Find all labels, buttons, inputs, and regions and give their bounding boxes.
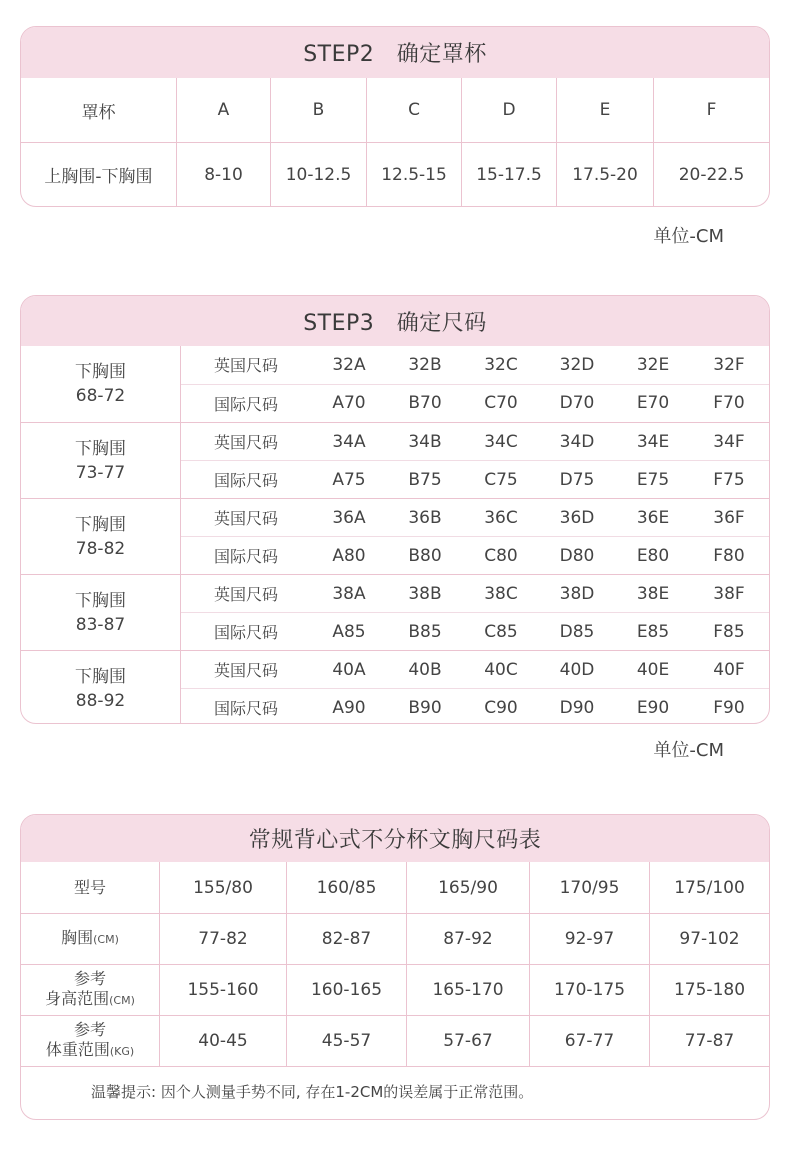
vest-value-cell: 82-87	[286, 914, 406, 964]
vest-value-cell: 175/100	[649, 862, 769, 913]
cup-value-cell: 上胸围-下胸围	[44, 167, 153, 187]
size-value: A75	[332, 469, 366, 490]
underbust-range: 73-77	[75, 462, 126, 483]
size-value: 38B	[408, 583, 442, 604]
size-value: 32C	[484, 354, 518, 375]
vest-size-table	[21, 862, 769, 1066]
uk-size-row	[181, 423, 769, 460]
uk-size-row	[181, 651, 769, 688]
size-system-label: 英国尺码	[213, 585, 278, 604]
cup-header-cell: A	[176, 78, 270, 142]
vest-size-title: 常规背心式不分杯文胸尺码表	[21, 815, 769, 862]
size-value: 40C	[484, 659, 518, 680]
band-group	[21, 498, 769, 574]
underbust-title: 下胸围	[75, 514, 126, 535]
size-value: 36A	[332, 507, 366, 528]
size-value: 34E	[636, 431, 670, 452]
cup-header-cell: F	[653, 78, 769, 142]
cup-value-cell: 8-10	[176, 143, 270, 206]
underbust-title: 下胸围	[75, 590, 126, 611]
size-value: A80	[332, 545, 366, 566]
uk-size-row	[181, 499, 769, 536]
size-value: D80	[559, 545, 595, 566]
cup-size-card	[20, 26, 770, 207]
band-size-title: STEP3 确定尺码	[21, 296, 769, 346]
cup-header-cell: D	[461, 78, 556, 142]
cup-header-row	[21, 78, 769, 142]
size-value: 38E	[636, 583, 670, 604]
vest-label-prefix: 参考	[73, 969, 106, 988]
size-value: 36D	[559, 507, 595, 528]
size-value: D75	[559, 469, 595, 490]
underbust-range: 68-72	[75, 386, 126, 406]
cup-header-cell: 罩杯	[81, 102, 116, 123]
vest-value-cell: 97-102	[649, 914, 769, 964]
underbust-label	[21, 575, 181, 650]
vest-value-cell: 175-180	[649, 965, 769, 1015]
vest-label-text: 型号	[73, 877, 106, 897]
size-value: 34C	[484, 431, 518, 452]
size-value: 40B	[408, 659, 442, 680]
size-value: 36C	[484, 507, 518, 528]
size-value: E80	[636, 545, 670, 566]
size-value: 32B	[408, 354, 442, 375]
intl-size-row	[181, 384, 769, 423]
size-value: C80	[484, 545, 518, 566]
band-size-table	[21, 346, 769, 724]
vest-row	[21, 1015, 769, 1066]
size-value: 36B	[408, 507, 442, 528]
size-value: A85	[332, 621, 366, 642]
vest-row-label	[21, 862, 159, 913]
cup-value-cell: 15-17.5	[461, 143, 556, 206]
size-value: D85	[559, 621, 595, 642]
underbust-range: 83-87	[75, 614, 126, 635]
vest-row	[21, 862, 769, 913]
underbust-label	[21, 499, 181, 574]
unit-label: 单位-CM	[653, 740, 724, 761]
size-system-label: 英国尺码	[213, 356, 278, 376]
size-value: 40D	[559, 659, 595, 680]
unit-label: 单位-CM	[653, 226, 724, 247]
size-value: B75	[408, 469, 442, 490]
size-value: 40F	[713, 659, 745, 680]
vest-value-cell: 170-175	[529, 965, 649, 1015]
size-value: B90	[408, 697, 442, 718]
vest-row	[21, 964, 769, 1015]
vest-row	[21, 913, 769, 964]
vest-label-text: 体重范围	[45, 1040, 110, 1059]
size-value: C75	[484, 469, 518, 490]
band-group	[21, 422, 769, 498]
size-system-label: 国际尺码	[213, 623, 278, 642]
size-value: F80	[713, 545, 745, 566]
cup-header-cell: B	[270, 78, 366, 142]
vest-value-cell: 155/80	[159, 862, 286, 913]
underbust-label	[21, 651, 181, 724]
band-rows	[181, 423, 769, 498]
cup-value-cell: 17.5-20	[556, 143, 653, 206]
size-value: D70	[559, 393, 595, 414]
size-system-label: 英国尺码	[213, 661, 278, 680]
vest-value-cell: 165-170	[406, 965, 529, 1015]
size-system-label: 国际尺码	[213, 699, 278, 718]
size-value: 32F	[713, 354, 745, 375]
size-value: E85	[636, 621, 670, 642]
size-value: C85	[484, 621, 518, 642]
size-system-label: 英国尺码	[213, 509, 278, 528]
size-value: F90	[713, 697, 745, 718]
size-value: 32A	[332, 354, 366, 375]
size-value: 36F	[713, 507, 745, 528]
measurement-note: 温馨提示: 因个人测量手势不同, 存在1-2CM的误差属于正常范围。	[21, 1066, 769, 1116]
underbust-range: 88-92	[75, 690, 126, 711]
size-value: C70	[484, 393, 518, 414]
vest-value-cell: 155-160	[159, 965, 286, 1015]
intl-size-row	[181, 536, 769, 574]
band-size-card	[20, 295, 770, 724]
cup-value-cell: 12.5-15	[366, 143, 461, 206]
size-value: F75	[713, 469, 745, 490]
size-value: D90	[559, 697, 595, 718]
vest-value-cell: 160-165	[286, 965, 406, 1015]
vest-value-cell: 77-82	[159, 914, 286, 964]
cup-size-title: STEP2 确定罩杯	[21, 27, 769, 78]
size-value: 34D	[559, 431, 595, 452]
size-system-label: 国际尺码	[213, 471, 278, 490]
size-value: 32E	[636, 354, 670, 375]
band-rows	[181, 499, 769, 574]
size-value: 38A	[332, 583, 366, 604]
vest-size-card	[20, 814, 770, 1120]
underbust-title: 下胸围	[75, 438, 126, 459]
band-group	[21, 346, 769, 422]
size-value: A70	[332, 393, 366, 414]
size-system-label: 国际尺码	[213, 394, 278, 414]
vest-value-cell: 87-92	[406, 914, 529, 964]
size-value: A90	[332, 697, 366, 718]
size-value: 40E	[636, 659, 670, 680]
vest-label-unit: (KG)	[109, 1045, 135, 1058]
size-value: 34B	[408, 431, 442, 452]
vest-value-cell: 92-97	[529, 914, 649, 964]
size-system-label: 国际尺码	[213, 547, 278, 566]
cup-header-cell: E	[556, 78, 653, 142]
cup-header-cell: C	[366, 78, 461, 142]
vest-label-unit: (CM)	[109, 994, 135, 1007]
band-rows	[181, 651, 769, 724]
vest-value-cell: 45-57	[286, 1016, 406, 1066]
size-value: 34F	[713, 431, 745, 452]
size-value: 32D	[559, 354, 595, 375]
cup-value-cell: 20-22.5	[653, 143, 769, 206]
vest-row-label	[21, 1016, 159, 1066]
intl-size-row	[181, 688, 769, 724]
vest-value-cell: 67-77	[529, 1016, 649, 1066]
cup-value-cell: 10-12.5	[270, 143, 366, 206]
size-value: 40A	[332, 659, 366, 680]
vest-row-label	[21, 965, 159, 1015]
band-group	[21, 574, 769, 650]
size-value: 38F	[713, 583, 745, 604]
vest-value-cell: 77-87	[649, 1016, 769, 1066]
size-value: C90	[484, 697, 518, 718]
size-value: 38C	[484, 583, 518, 604]
size-value: E70	[636, 393, 670, 414]
vest-row-label	[21, 914, 159, 964]
size-value: 38D	[559, 583, 595, 604]
cup-value-row	[21, 142, 769, 206]
underbust-title: 下胸围	[75, 666, 126, 687]
size-value: F70	[713, 393, 745, 414]
uk-size-row	[181, 575, 769, 612]
size-system-label: 英国尺码	[213, 433, 278, 452]
vest-value-cell: 40-45	[159, 1016, 286, 1066]
vest-label-unit: (CM)	[93, 933, 119, 946]
vest-value-cell: 165/90	[406, 862, 529, 913]
intl-size-row	[181, 612, 769, 650]
size-value: E75	[636, 469, 670, 490]
intl-size-row	[181, 460, 769, 498]
vest-value-cell: 160/85	[286, 862, 406, 913]
underbust-title: 下胸围	[75, 362, 126, 382]
vest-value-cell: 57-67	[406, 1016, 529, 1066]
underbust-label	[21, 346, 181, 422]
underbust-range: 78-82	[75, 538, 126, 559]
size-value: B80	[408, 545, 442, 566]
band-rows	[181, 346, 769, 422]
vest-label-text: 身高范围	[45, 989, 110, 1008]
vest-label-prefix: 参考	[73, 1020, 106, 1039]
vest-value-cell: 170/95	[529, 862, 649, 913]
size-value: B70	[408, 393, 442, 414]
underbust-label	[21, 423, 181, 498]
band-rows	[181, 575, 769, 650]
vest-label-text: 胸围	[61, 928, 94, 947]
size-value: B85	[408, 621, 442, 642]
size-value: E90	[636, 697, 670, 718]
uk-size-row	[181, 346, 769, 384]
size-value: F85	[713, 621, 745, 642]
band-group	[21, 650, 769, 724]
size-value: 36E	[636, 507, 670, 528]
size-value: 34A	[332, 431, 366, 452]
